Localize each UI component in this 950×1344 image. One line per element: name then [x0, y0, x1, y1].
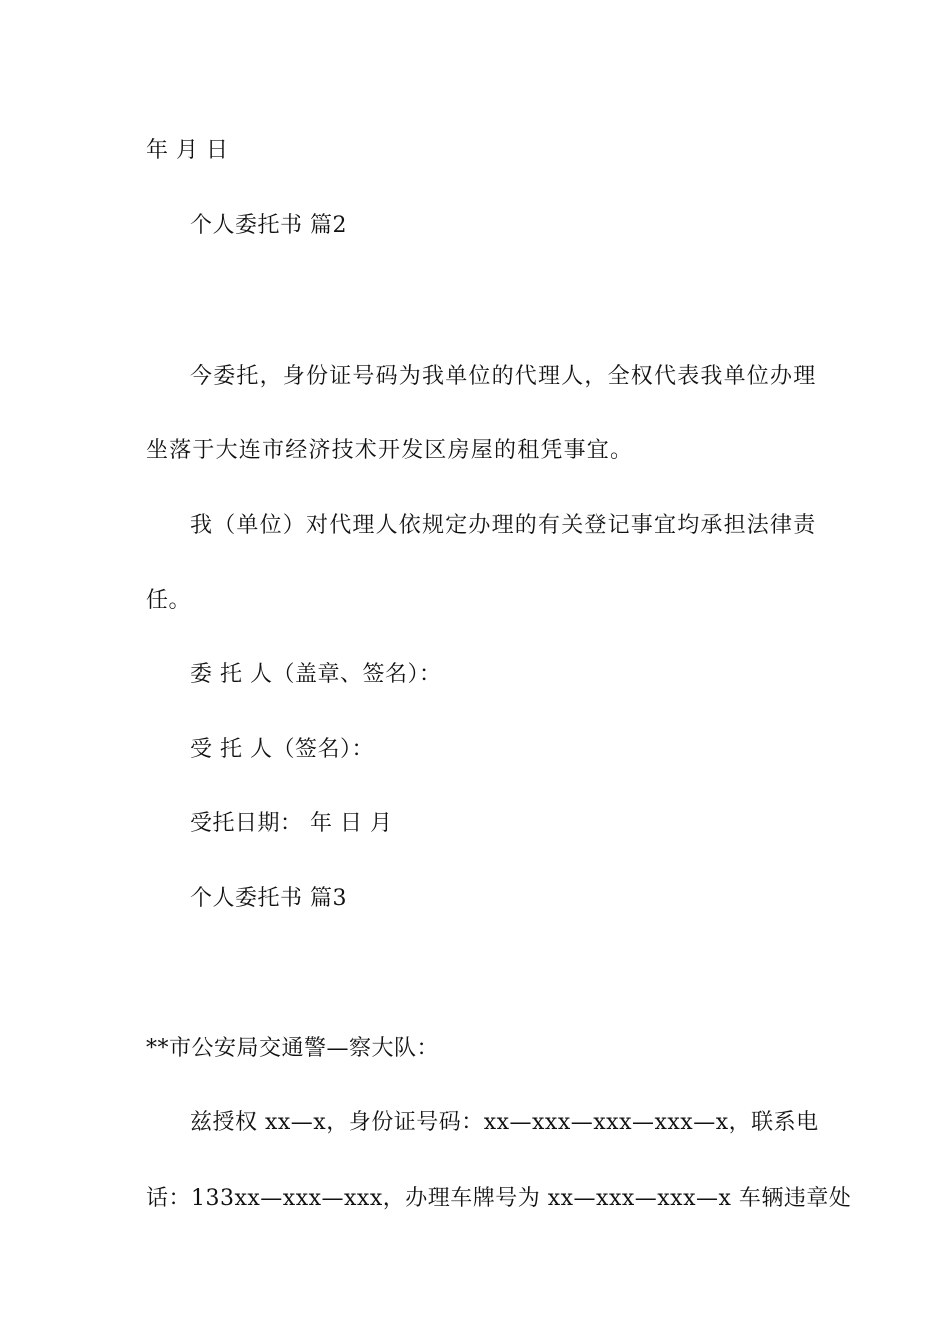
agent-signature-line: 受 托 人（签名）： [190, 737, 374, 762]
paragraph-line: 话：133xx—xxx—xxx，办理车牌号为 xx—xxx—xxx—x 车辆违章处 [146, 1186, 852, 1211]
paragraph-line: 今委托，身份证号码为我单位的代理人，全权代表我单位办理 [190, 364, 817, 389]
principal-signature-line: 委 托 人（盖章、签名）： [190, 662, 442, 687]
addressee-line: **市公安局交通警—察大队： [146, 1036, 440, 1061]
section-heading-3: 个人委托书 篇3 [190, 886, 347, 911]
date-line: 年 月 日 [146, 138, 229, 163]
paragraph-line: 我（单位）对代理人依规定办理的有关登记事宜均承担法律责 [190, 513, 817, 538]
paragraph-line: 兹授权 xx—x，身份证号码：xx—xxx—xxx—xxx—x，联系电 [190, 1110, 819, 1135]
paragraph-line: 坐落于大连市经济技术开发区房屋的租凭事宜。 [146, 438, 634, 463]
entrust-date-line: 受托日期： 年 日 月 [190, 811, 393, 836]
paragraph-line: 任。 [146, 588, 192, 613]
section-heading-2: 个人委托书 篇2 [190, 213, 347, 238]
